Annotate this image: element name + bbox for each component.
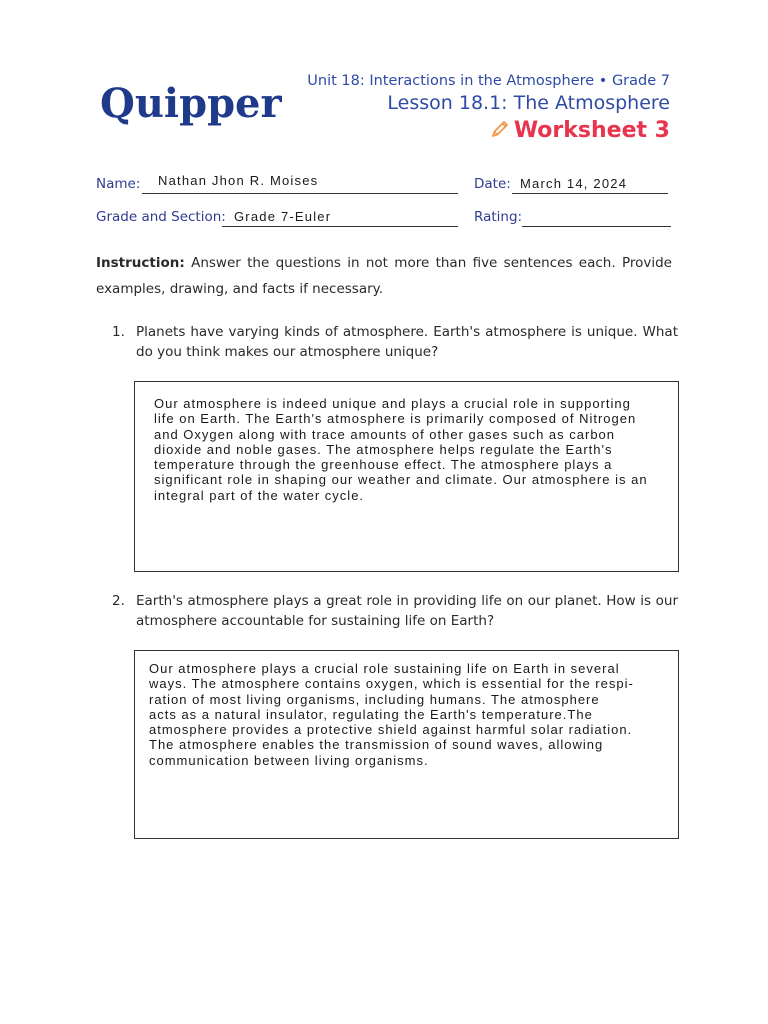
date-field xyxy=(474,172,668,194)
worksheet-header xyxy=(307,72,670,146)
date-value[interactable]: March 14, 2024 xyxy=(520,176,628,191)
instruction-label: Instruction: xyxy=(96,255,185,271)
answer-box-2[interactable]: Our atmosphere plays a crucial role sustaining life on Earth in several ways. The atmosphere contains oxygen, which is essential for the respi- ration of most living organisms, including humans. The atmosphere acts as a natural insulator, regulating the Earth's temperature.The atmosphere provides a protective shield against harmful solar radiation. The atmosphere enables the transmission of sound waves, allowing communication between living organisms. xyxy=(134,650,679,839)
grade-section-label: Grade and Section: xyxy=(96,209,226,225)
rating-field xyxy=(474,205,671,227)
question-2 xyxy=(112,591,678,631)
question-1 xyxy=(112,322,678,362)
question-1-text: Planets have varying kinds of atmosphere. Earth's atmosphere is unique. What do you think makes our atmosphere unique? xyxy=(136,324,678,360)
answer-box-1[interactable]: Our atmosphere is indeed unique and plays a crucial role in supporting life on Earth. The Earth's atmosphere is primarily composed of Nitrogen and Oxygen along with trace amounts of other gases such as carbon dioxide and noble gases. The atmosphere helps regulate the Earth's temperature through the greenhouse effect. The atmosphere plays a significant role in shaping our weather and climate. Our atmosphere is an integral part of the water cycle. xyxy=(134,381,679,572)
rating-label: Rating: xyxy=(474,209,523,225)
name-label: Name: xyxy=(96,176,141,192)
date-label: Date: xyxy=(474,176,511,192)
worksheet-title xyxy=(307,116,670,146)
pencil-icon xyxy=(490,119,510,139)
instruction-text: Answer the questions in not more than five sentences each. Provide examples, drawing, and facts if necessary. xyxy=(96,255,672,297)
question-1-number: 1. xyxy=(112,324,125,340)
instruction-paragraph xyxy=(96,250,672,302)
name-value[interactable]: Nathan Jhon R. Moises xyxy=(158,173,319,188)
worksheet-label: Worksheet 3 xyxy=(513,118,670,143)
grade-section-field xyxy=(96,205,458,227)
question-2-number: 2. xyxy=(112,593,125,609)
quipper-logo: Quipper xyxy=(100,80,282,127)
lesson-title: Lesson 18.1: The Atmosphere xyxy=(387,92,670,114)
unit-title: Unit 18: Interactions in the Atmosphere • Grade 7 xyxy=(307,73,670,89)
name-field xyxy=(96,172,458,194)
grade-section-value[interactable]: Grade 7-Euler xyxy=(234,209,332,224)
question-2-text: Earth's atmosphere plays a great role in providing life on our planet. How is our atmosphere accountable for sustaining life on Earth? xyxy=(136,593,678,629)
rating-line[interactable] xyxy=(522,208,671,227)
